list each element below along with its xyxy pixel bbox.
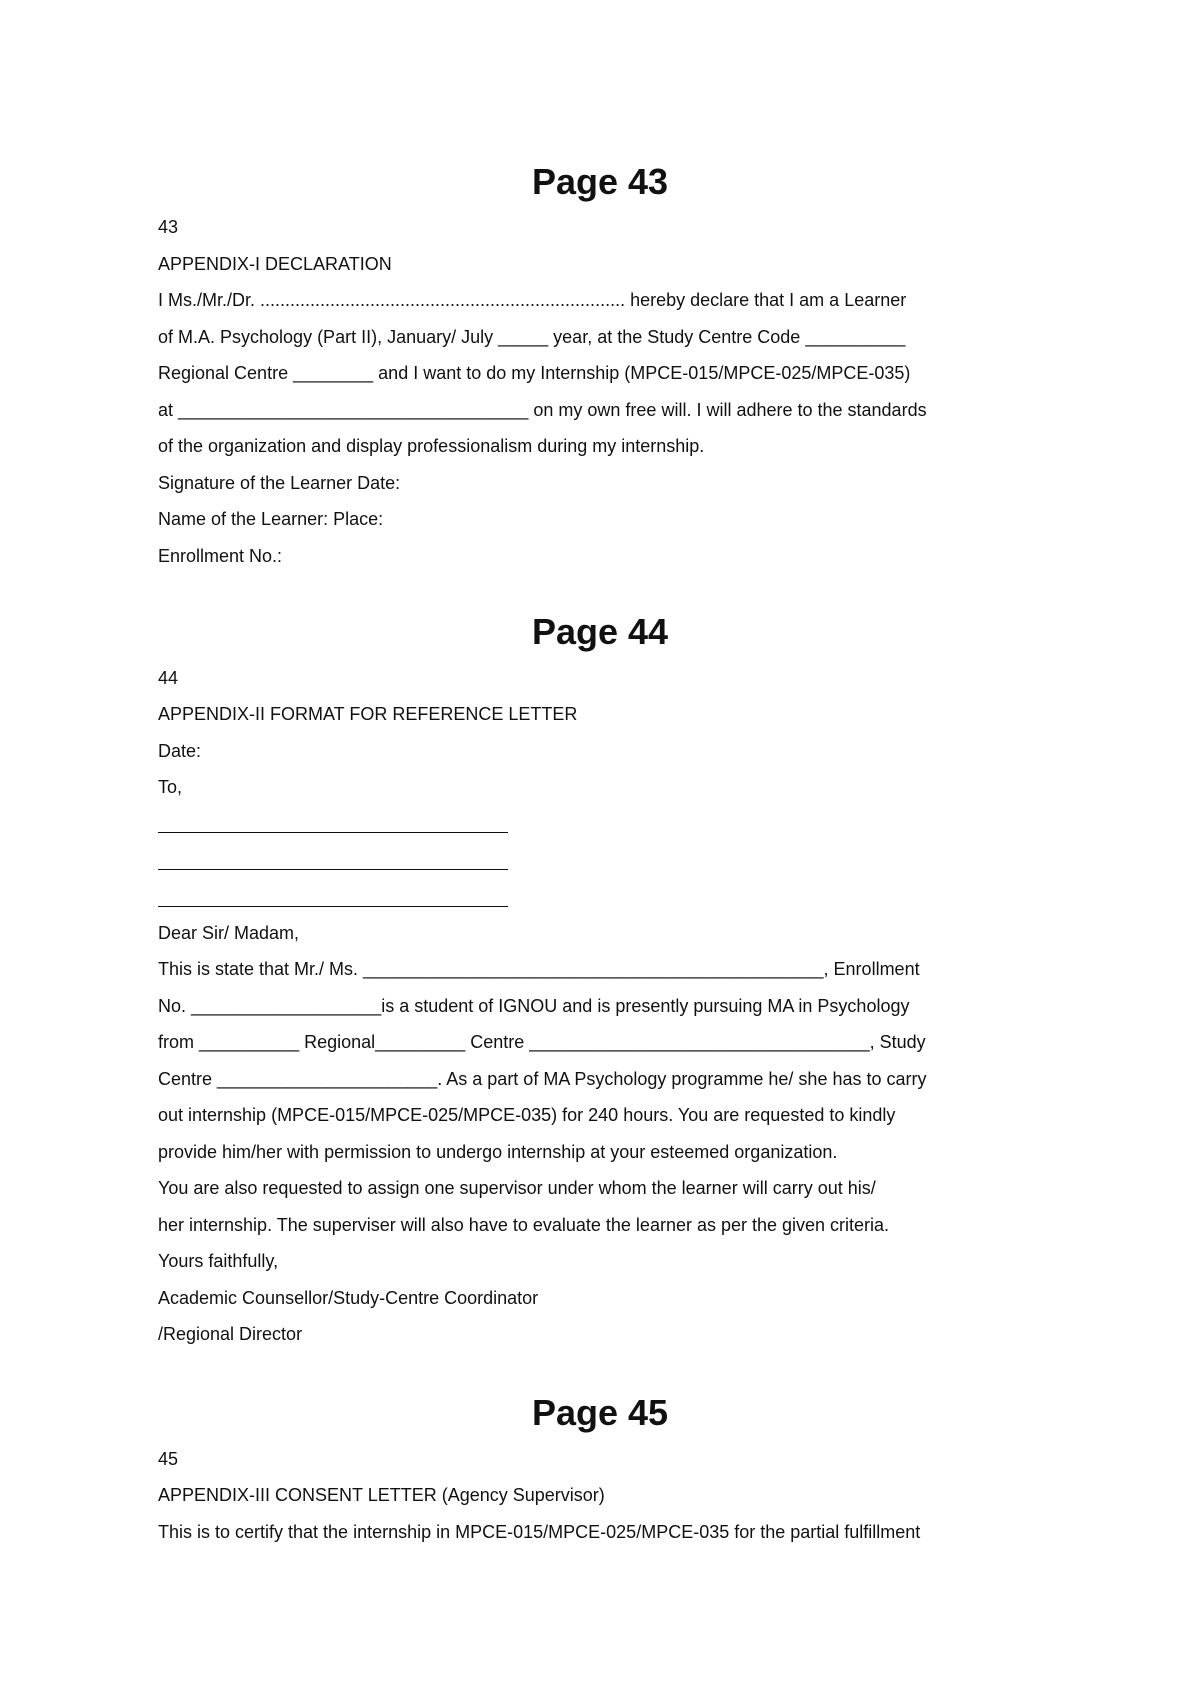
declaration-line: at ___________________________________ on my own free will. I will adhere to the standards	[158, 400, 927, 420]
letter-line: from __________ Regional_________ Centre __________________________________, Study	[158, 1032, 926, 1052]
enrollment-line: Enrollment No.:	[158, 546, 283, 566]
declaration-line: Regional Centre ________ and I want to do my Internship (MPCE-015/MPCE-025/MPCE-035)	[158, 363, 911, 383]
page-number-43: 43	[158, 217, 179, 237]
page-heading-45: Page 45	[531, 1392, 669, 1433]
consent-line: This is to certify that the internship in MPCE-015/MPCE-025/MPCE-035 for the partial fulfillment	[158, 1522, 921, 1542]
page-number-45: 45	[158, 1449, 179, 1469]
date-label: Date:	[158, 741, 202, 761]
signatory-line: Academic Counsellor/Study-Centre Coordinator	[158, 1288, 539, 1308]
declaration-line: of M.A. Psychology (Part II), January/ July _____ year, at the Study Centre Code __________	[158, 327, 906, 347]
page-number-44: 44	[158, 668, 179, 688]
page-heading-44: Page 44	[531, 611, 669, 652]
address-line-3	[158, 906, 508, 907]
letter-line: You are also requested to assign one supervisor under whom the learner will carry out his/	[158, 1178, 876, 1198]
appendix-ii-title: APPENDIX-II FORMAT FOR REFERENCE LETTER	[158, 704, 578, 724]
address-line-2	[158, 869, 508, 870]
to-label: To,	[158, 777, 183, 797]
signature-date-line: Signature of the Learner Date:	[158, 473, 401, 493]
page-heading-43: Page 43	[531, 161, 669, 202]
address-line-1	[158, 832, 508, 833]
salutation: Dear Sir/ Madam,	[158, 923, 300, 943]
letter-line: provide him/her with permission to undergo internship at your esteemed organization.	[158, 1142, 838, 1162]
letter-line: This is state that Mr./ Ms. ______________________________________________, Enrollment	[158, 959, 920, 979]
name-place-line: Name of the Learner: Place:	[158, 509, 384, 529]
closing: Yours faithfully,	[158, 1251, 279, 1271]
letter-line: out internship (MPCE-015/MPCE-025/MPCE-035) for 240 hours. You are requested to kindly	[158, 1105, 896, 1125]
declaration-line: of the organization and display professionalism during my internship.	[158, 436, 705, 456]
letter-line: her internship. The superviser will also have to evaluate the learner as per the given criteria.	[158, 1215, 890, 1235]
declaration-line: I Ms./Mr./Dr. ......................................................................... hereby declare that I am a Learner	[158, 290, 907, 310]
letter-line: No. ___________________is a student of IGNOU and is presently pursuing MA in Psychology	[158, 996, 910, 1016]
appendix-iii-title: APPENDIX-III CONSENT LETTER (Agency Supervisor)	[158, 1485, 605, 1505]
signatory-line: /Regional Director	[158, 1324, 303, 1344]
appendix-i-title: APPENDIX-I DECLARATION	[158, 254, 392, 274]
letter-line: Centre ______________________. As a part of MA Psychology programme he/ she has to carry	[158, 1069, 927, 1089]
